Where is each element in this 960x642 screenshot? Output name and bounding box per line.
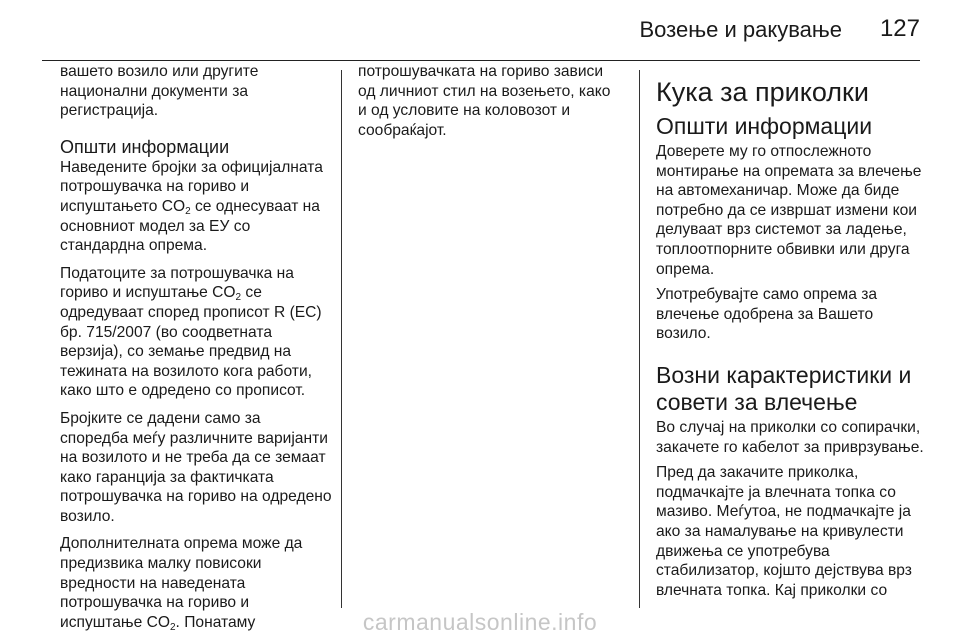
chapter-title: Кука за приколки [656, 77, 869, 107]
paragraph: Дополнителната опрема може да предизвика малку повисоки вредности на наведената потрошувачка на гориво и испуштање $CO_2$. Понатаму [60, 535, 303, 633]
column-divider [341, 70, 342, 608]
section-heading-general-info: Општи информации [656, 113, 873, 139]
paragraph: Во случај на приколки со сопирачки, закачете го кабелот за приврзување. [656, 418, 924, 456]
paragraph: Употребувајте само опрема за влечење одобрена за Вашето возило. [656, 286, 878, 343]
page-header [42, 0, 920, 61]
paragraph: потрошувачката на гориво зависи од личниот стил на возењето, како и од условите на коловозот и сообраќајот. [358, 63, 611, 139]
paragraph: Бројките се дадени само за споредба меѓу различните варијанти на возилото и не треба да се земаат како гаранција за фактичката потрошувачка на гориво на одредено возило. [60, 409, 332, 525]
paragraph: Наведените бројки за официјалната потрошувачка на гориво и испуштањето $CO_2$ се однесуваат на основниот модел за ЕУ со стандардна опрема. [60, 158, 323, 255]
paragraph: Податоците за потрошувачка на гориво и испуштање $CO_2$ се одредуваат според прописот R (ЕС) бр. 715/2007 (во соодветната верзија), со земање предвид на тежината на возилото кога работи, како што е одредено со прописот. [60, 264, 322, 400]
right-column [656, 62, 926, 606]
continued-paragraph: вашето возило или другите национални документи за регистрација. [60, 63, 259, 120]
section-heading-driving: Возни карактеристики и совети за влечење [656, 361, 912, 415]
paragraph: Пред да закачите приколка, подмачкајте ја влечната топка со мазиво. Меѓутоа, не подмачкајте ја ако за намалување на кривулести движења се употребува стабилизатор, којшто дејствува врз влечната топка. Кај приколки со [656, 464, 912, 599]
middle-column [358, 62, 622, 148]
left-column [60, 62, 332, 640]
paragraph: Доверете му го отпослежното монтирање на опремата за влечење на автомеханичар. Може да биде потребно да се извршат измени кои делуваат врз системот за ладење, топлоотпорните обвивки или друга опрема. [656, 143, 922, 278]
watermark-text: carmanualsonline.info [362, 609, 598, 635]
page-number: 127 [879, 15, 920, 42]
column-divider [639, 70, 640, 608]
section-heading-general-info: Општи информации [60, 136, 230, 157]
running-title: Возење и ракување [639, 17, 842, 42]
